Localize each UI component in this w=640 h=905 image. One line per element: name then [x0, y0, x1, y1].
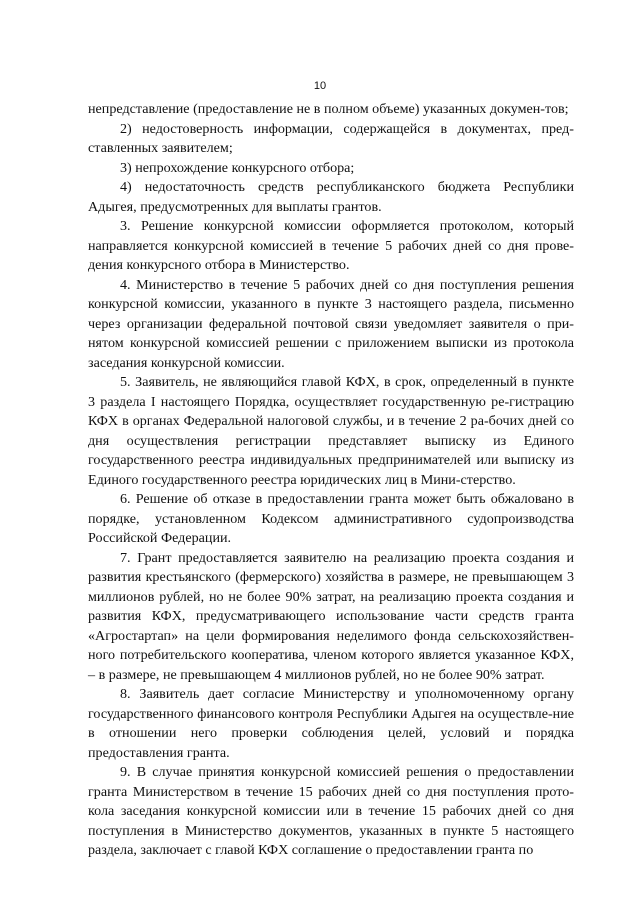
list-item-4: 4) недостаточность средств республиканского бюджета Республики Адыгея, предусмотренных для выплаты грантов.: [88, 179, 574, 215]
clause-8: 8. Заявитель дает согласие Министерству и уполномоченному органу государственного финансового контроля Республики Адыгея на осуществле-ние в отношении него проверки соблюдения целей, условий и порядка предоставления гранта.: [88, 686, 574, 761]
list-item-2: 2) недостоверность информации, содержащейся в документах, пред-ставленных заявителем;: [88, 120, 574, 156]
clause-3: 3. Решение конкурсной комиссии оформляется протоколом, который направляется конкурсной комиссией в течение 5 рабочих дней со дня прове-дения конкурсного отбора в Министерство.: [88, 218, 574, 273]
clause-6: 6. Решение об отказе в предоставлении гранта может быть обжаловано в порядке, установленном Кодексом административного судопроизводства Российской Федерации.: [88, 491, 574, 546]
paragraph-continuation: непредставление (предоставление не в полном объеме) указанных докумен-тов;: [88, 101, 569, 117]
clause-4: 4. Министерство в течение 5 рабочих дней со дня поступления решения конкурсной комиссии, указанного в пункте 3 настоящего раздела, письменно через организации федеральной почтовой связи уведомляет заявителя о при-нятом конкурсной комиссией решении с приложением выписки из протокола заседания конкурсной комиссии.: [88, 276, 574, 371]
clause-9: 9. В случае принятия конкурсной комиссией решения о предоставлении гранта Министерством в течение 15 рабочих дней со дня поступления прото-кола заседания конкурсной комиссии или в течение 15 рабочих дней со дня поступления в Министерство документов, указанных в пункте 5 настоящего раздела, заключает с главой КФХ соглашение о предоставлении гранта по: [88, 764, 574, 858]
clause-7: 7. Грант предоставляется заявителю на реализацию проекта создания и развития крестьянского (фермерского) хозяйства в размере, не превышающем 3 миллионов рублей, но не более 90% затрат, на реализацию проекта создания и развития КФХ, предусматривающего использование части средств гранта «Агростартап» на цели формирования неделимого фонда сельскохозяйствен-ного потребительского кооператива, членом которого является указанное КФХ, – в размере, не превышающем 4 миллионов рублей, но не более 90% затрат.: [88, 549, 574, 683]
list-item-3: 3) непрохождение конкурсного отбора;: [120, 159, 355, 176]
clause-5: 5. Заявитель, не являющийся главой КФХ, в срок, определенный в пункте 3 раздела I настоящего Порядка, осуществляет государственную ре-гистрацию КФХ в органах Федеральной налоговой службы, и в течение 2 ра-бочих дней со дня осуществления регистрации представляет выписку из Единого государственного реестра индивидуальных предпринимателей или выписку из Единого государственного реестра юридических лиц в Мини-стерство.: [88, 374, 574, 488]
page-number: 10: [313, 80, 327, 92]
document-body: [88, 100, 574, 861]
